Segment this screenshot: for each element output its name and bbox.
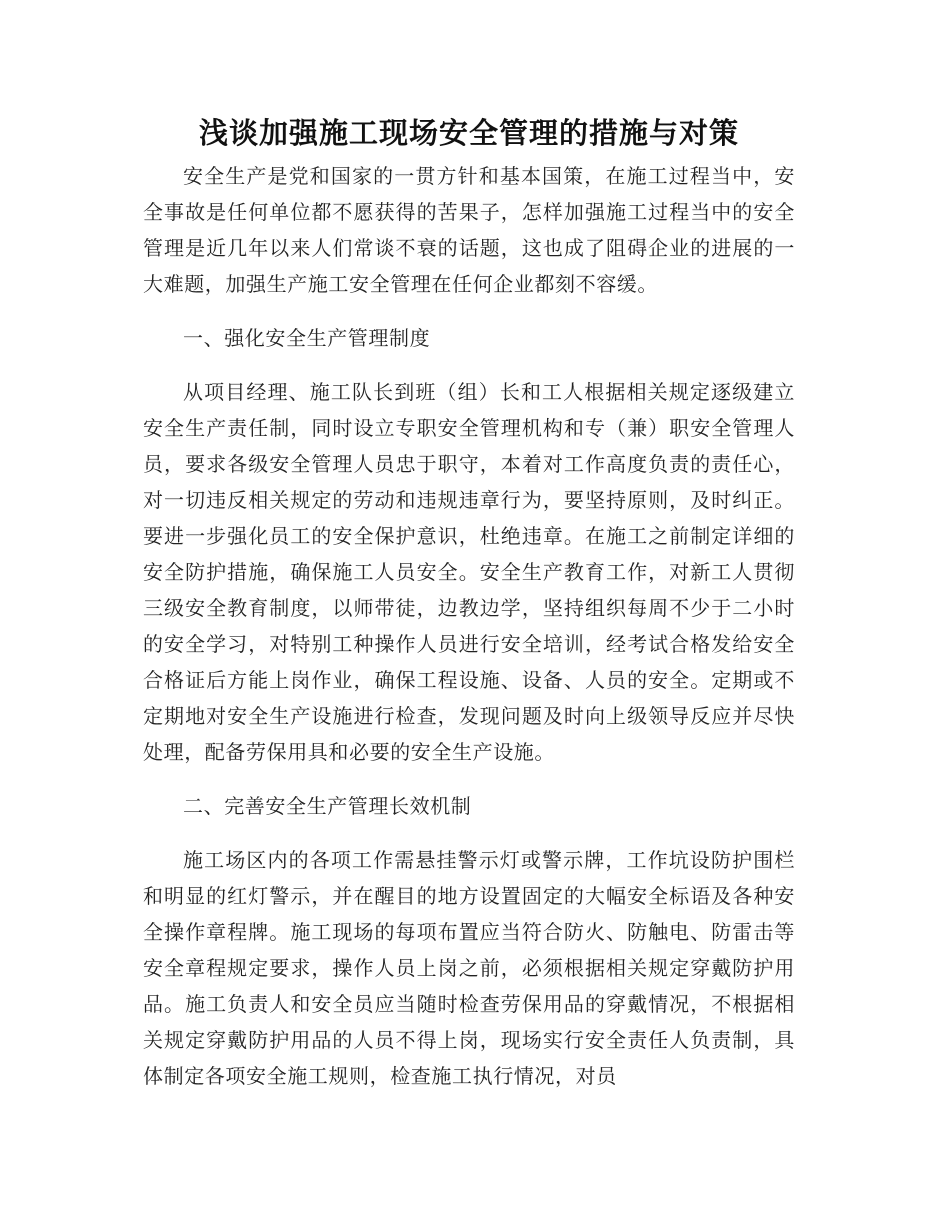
document-page bbox=[143, 108, 795, 1094]
document-title: 浅谈加强施工现场安全管理的措施与对策 bbox=[198, 116, 739, 150]
section-heading-1: 一、强化安全生产管理制度 bbox=[183, 326, 431, 350]
section-body-2: 施工场区内的各项工作需悬挂警示灯或警示牌，工作坑设防护围栏和明显的红灯警示，并在醒目的地方设置固定的大幅安全标语及各种安全操作章程牌。施工现场的每项布置应当符合防火、防触电、防雷击等安全章程规定要求，操作人员上岗之前，必须根据相关规定穿戴防护用品。施工负责人和安全员应当随时检查劳保用品的穿戴情况，不根据相关规定穿戴防护用品的人员不得上岗，现场实行安全责任人负责制，具体制定各项安全施工规则，检查施工执行情况，对员 bbox=[143, 848, 795, 1088]
section-heading-2: 二、完善安全生产管理长效机制 bbox=[183, 794, 472, 818]
intro-paragraph: 安全生产是党和国家的一贯方针和基本国策，在施工过程当中，安全事故是任何单位都不愿获得的苦果子，怎样加强施工过程当中的安全管理是近几年以来人们常谈不衰的话题，这也成了阻碍企业的进展的一大难题，加强生产施工安全管理在任何企业都刻不容缓。 bbox=[143, 164, 795, 296]
section-body-1: 从项目经理、施工队长到班（组）长和工人根据相关规定逐级建立安全生产责任制，同时设立专职安全管理机构和专（兼）职安全管理人员，要求各级安全管理人员忠于职守，本着对工作高度负责的责任心，对一切违反相关规定的劳动和违规违章行为，要坚持原则，及时纠正。要进一步强化员工的安全保护意识，杜绝违章。在施工之前制定详细的安全防护措施，确保施工人员安全。安全生产教育工作，对新工人贯彻三级安全教育制度，以师带徒，边教边学，坚持组织每周不少于二小时的安全学习，对特别工种操作人员进行安全培训，经考试合格发给安全合格证后方能上岗作业，确保工程设施、设备、人员的安全。定期或不定期地对安全生产设施进行检查，发现问题及时向上级领导反应并尽快处理，配备劳保用具和必要的安全生产设施。 bbox=[143, 380, 795, 764]
